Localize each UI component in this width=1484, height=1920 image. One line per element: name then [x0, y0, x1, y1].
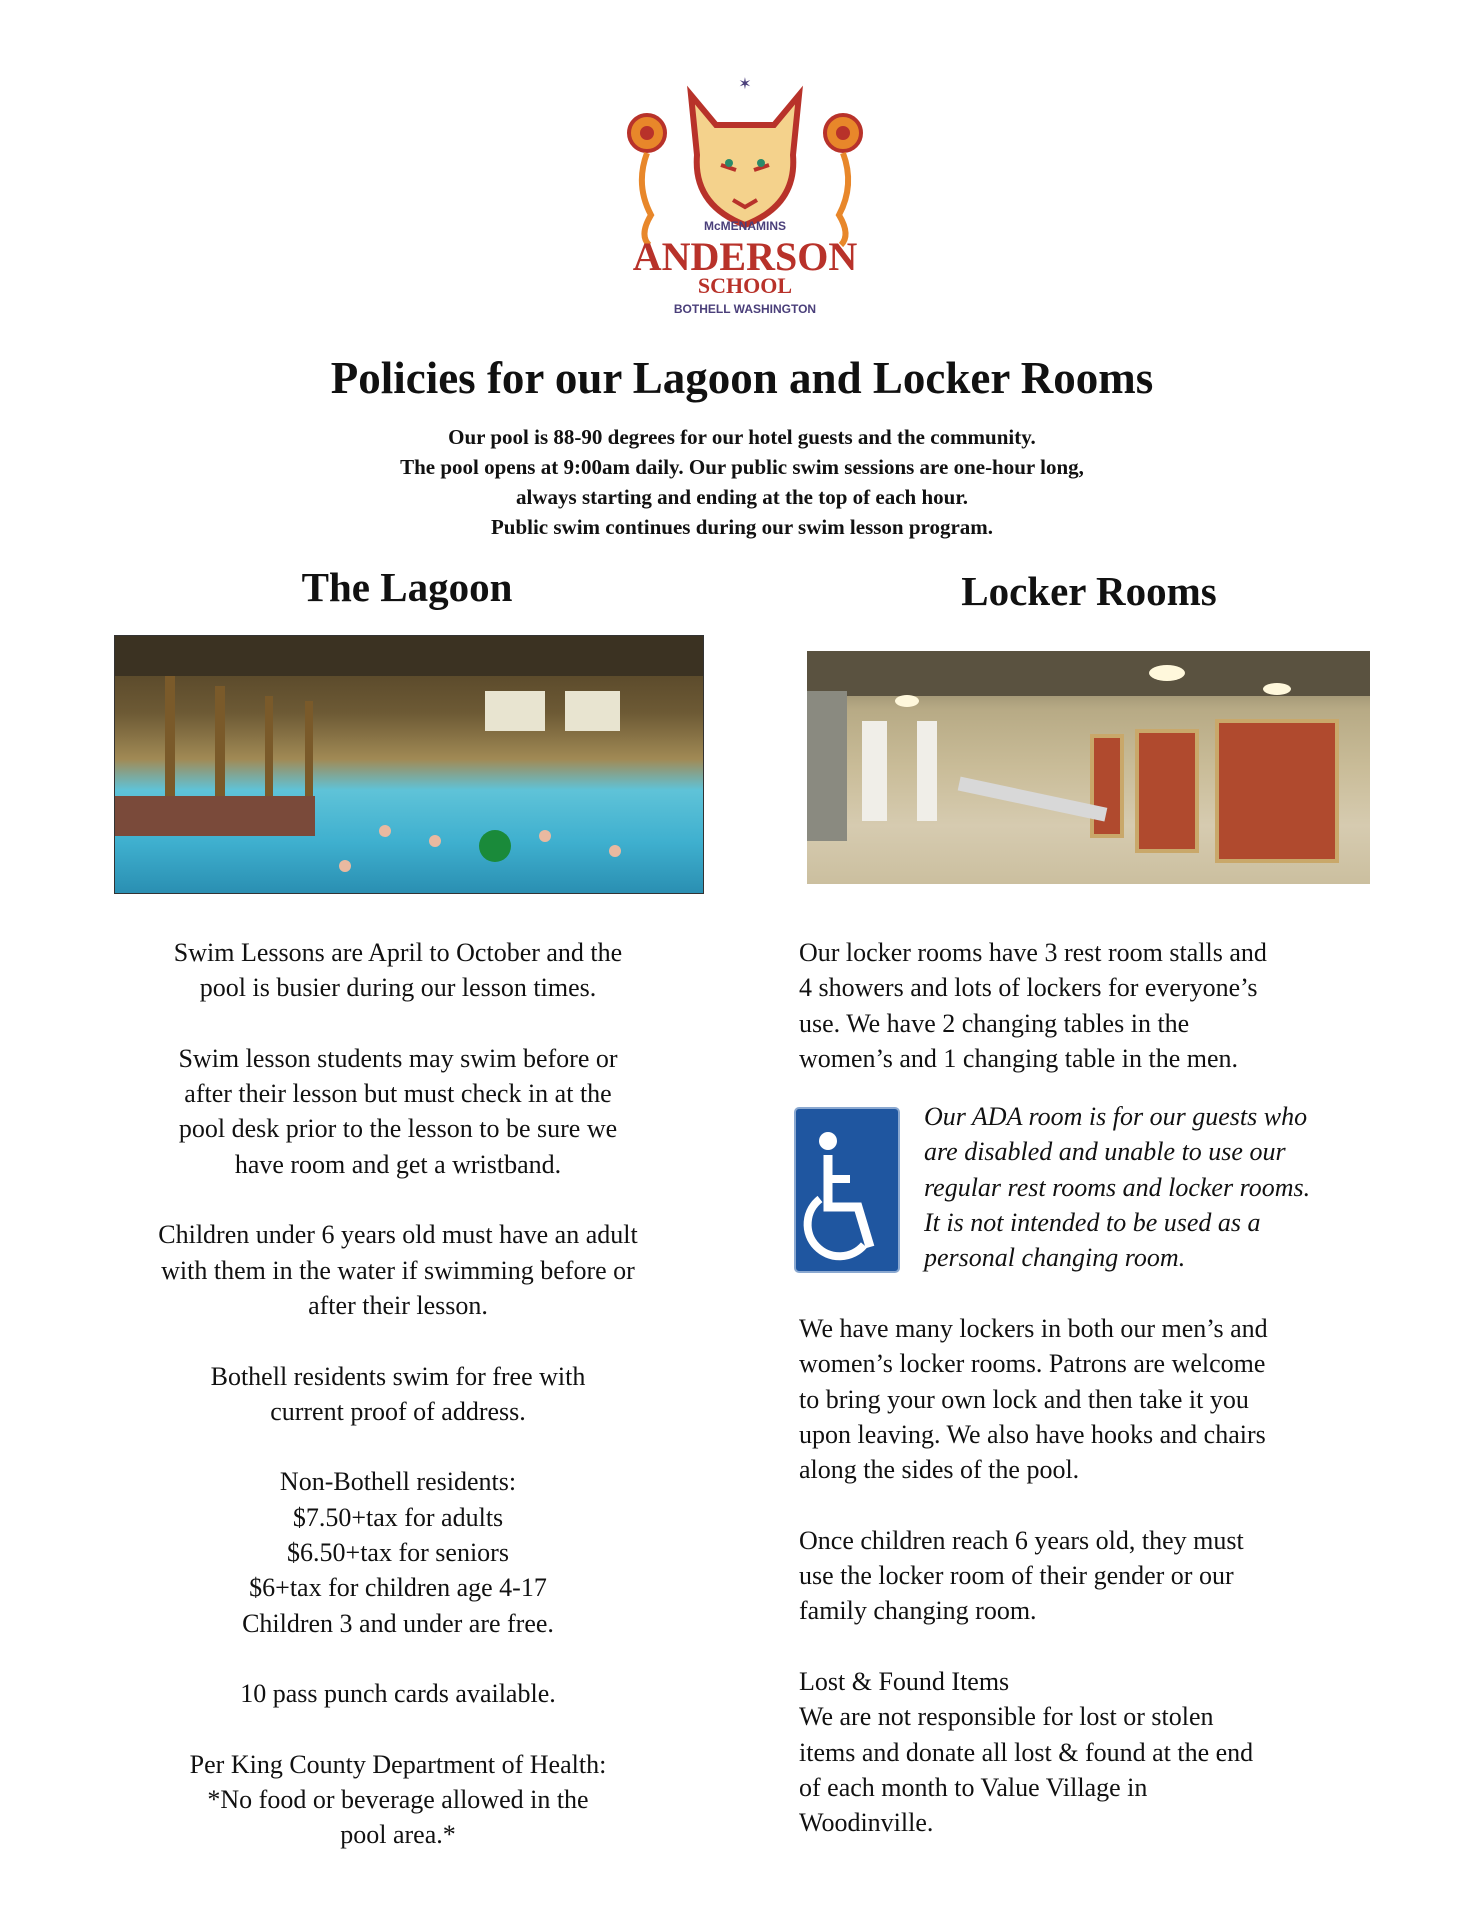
logo-top-text: McMENAMINS — [703, 219, 787, 233]
text-line: 10 pass punch cards available. — [240, 1679, 556, 1709]
text-line: women’s and 1 changing table in the men. — [799, 1043, 1239, 1073]
text-line: family changing room. — [799, 1596, 1037, 1626]
text-line: are disabled and unable to use our — [924, 1137, 1286, 1167]
text-line: Woodinville. — [799, 1808, 934, 1838]
wheelchair-accessible-icon — [794, 1107, 900, 1273]
text-line: pool area.* — [340, 1820, 456, 1850]
text-line: with them in the water if swimming before or — [161, 1255, 635, 1285]
intro-line: Public swim continues during our swim lesson program. — [490, 515, 994, 539]
text-line: *No food or beverage allowed in the — [207, 1785, 589, 1815]
locker-policies — [799, 1311, 1268, 1840]
text-line: pool is busier during our lesson times. — [199, 973, 597, 1003]
anderson-school-logo — [621, 75, 869, 319]
svg-text:✶: ✶ — [738, 76, 752, 93]
text-line: use the locker room of their gender or our — [799, 1561, 1234, 1591]
text-line: after their lesson. — [308, 1290, 488, 1320]
logo-sub: SCHOOL — [697, 273, 793, 298]
price-line: $6.50+tax for seniors — [287, 1538, 509, 1568]
page-title: Policies for our Lagoon and Locker Rooms — [330, 353, 1154, 403]
lagoon-policies — [88, 935, 708, 1853]
locker-intro — [799, 935, 1267, 1076]
intro-text — [0, 422, 1484, 542]
text-line: We have many lockers in both our men’s and — [799, 1314, 1268, 1343]
logo-location: BOTHELL WASHINGTON — [673, 302, 817, 316]
text-line: Our locker rooms have 3 rest room stalls and — [799, 938, 1267, 967]
text-line: Swim lesson students may swim before or — [178, 1043, 618, 1073]
text-line: We are not responsible for lost or stolen — [799, 1702, 1214, 1732]
locker-room-photo — [807, 651, 1370, 884]
ada-room-note — [924, 1099, 1310, 1275]
lost-found-heading: Lost & Found Items — [799, 1666, 1010, 1696]
text-line: personal changing room. — [924, 1243, 1186, 1273]
text-line: to bring your own lock and then take it you — [799, 1384, 1249, 1414]
text-line: pool desk prior to the lesson to be sure we — [178, 1114, 618, 1144]
text-line: Once children reach 6 years old, they must — [799, 1525, 1244, 1555]
text-line: Per King County Department of Health: — [189, 1749, 607, 1779]
text-line: Bothell residents swim for free with — [210, 1361, 586, 1391]
text-line: along the sides of the pool. — [799, 1455, 1080, 1485]
text-line: Children under 6 years old must have an adult — [158, 1220, 638, 1250]
text-line: regular rest rooms and locker rooms. — [924, 1172, 1311, 1202]
lagoon-heading: The Lagoon — [301, 564, 513, 610]
price-line: $7.50+tax for adults — [292, 1502, 504, 1532]
locker-rooms-heading: Locker Rooms — [961, 568, 1217, 614]
text-line: current proof of address. — [270, 1396, 526, 1426]
text-line: It is not intended to be used as a — [924, 1207, 1261, 1237]
price-line: Children 3 and under are free. — [242, 1608, 554, 1638]
intro-line: The pool opens at 9:00am daily. Our public swim sessions are one-hour long, — [400, 455, 1084, 479]
text-line: women’s locker rooms. Patrons are welcome — [799, 1349, 1266, 1379]
lagoon-photo — [114, 635, 704, 894]
text-line: Swim Lessons are April to October and the — [173, 938, 623, 967]
price-line: $6+tax for children age 4-17 — [249, 1573, 547, 1603]
text-line: upon leaving. We also have hooks and chairs — [799, 1419, 1266, 1449]
text-line: items and donate all lost & found at the end — [799, 1737, 1254, 1767]
logo-name: ANDERSON — [632, 234, 858, 279]
locker-room-photo-art — [807, 651, 1370, 884]
intro-line: always starting and ending at the top of each hour. — [516, 485, 968, 509]
text-line: after their lesson but must check in at the — [184, 1079, 612, 1109]
text-line: use. We have 2 changing tables in the — [799, 1008, 1190, 1038]
text-line: Our ADA room is for our guests who — [924, 1102, 1308, 1131]
lagoon-photo-art — [115, 636, 703, 893]
text-line: have room and get a wristband. — [234, 1149, 562, 1179]
intro-line: Our pool is 88-90 degrees for our hotel guests and the community. — [448, 425, 1036, 449]
text-line: of each month to Value Village in — [799, 1772, 1148, 1802]
text-line: 4 showers and lots of lockers for everyone’s — [799, 973, 1258, 1003]
text-line: Non-Bothell residents: — [279, 1467, 517, 1497]
